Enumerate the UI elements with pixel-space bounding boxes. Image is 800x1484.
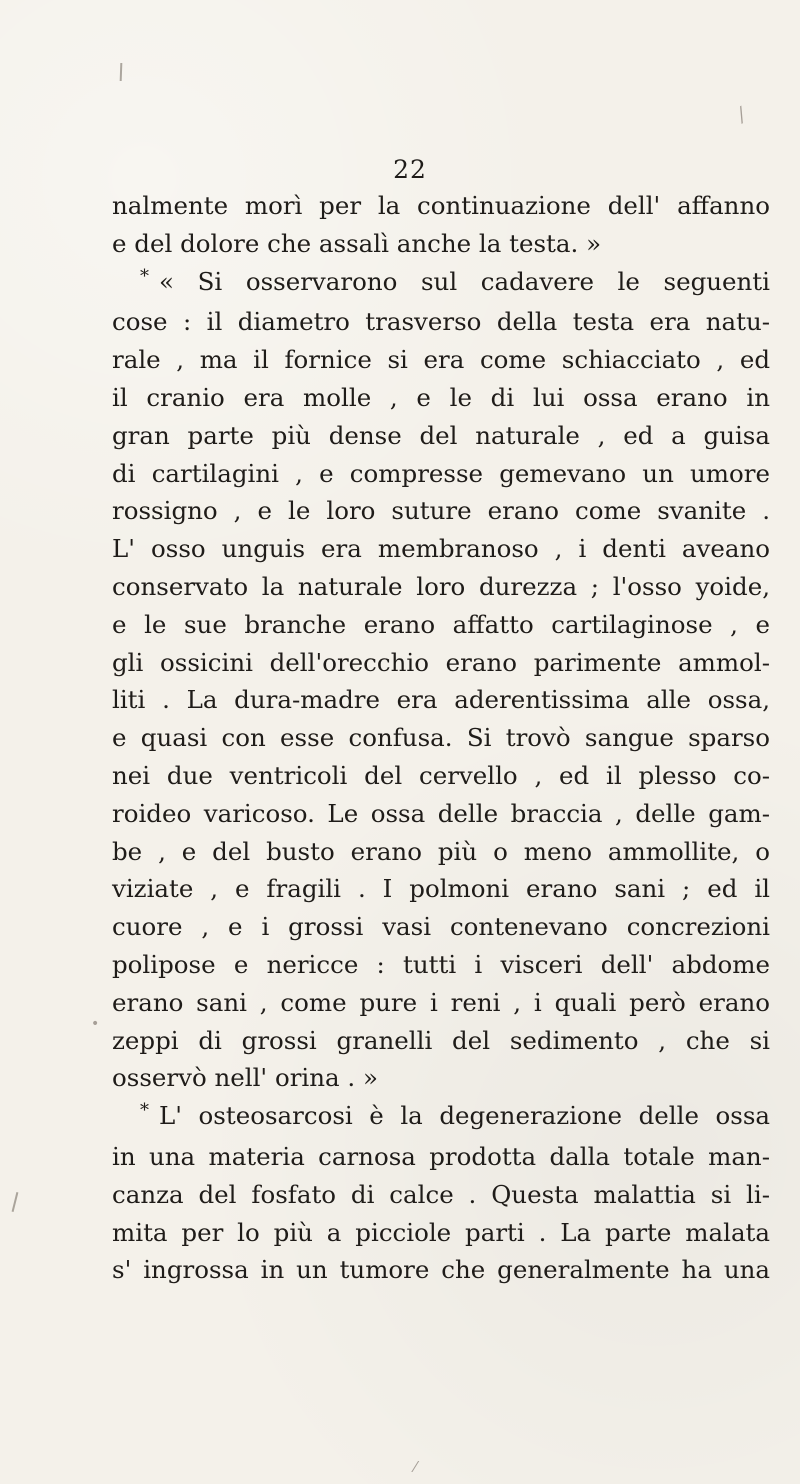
text-line-29: s' ingrossa in un tumore che generalmente ha una [112, 1255, 770, 1285]
page-text [112, 187, 770, 1289]
text-line-18: be , e del busto erano più o meno ammollite, o [112, 836, 770, 866]
text-line-11: conservato la naturale loro durezza ; l'osso yoide, [112, 571, 770, 601]
text-line-25-content: L' osteosarcosi è la degenerazione delle ossa [159, 1101, 770, 1131]
page-number: 22 [393, 155, 427, 184]
text-line-26: in una materia carnosa prodotta dalla totale man- [112, 1141, 770, 1171]
text-line-9: rossigno , e le loro suture erano come svanite . [112, 496, 770, 526]
text-line-24: osservò nell' orina . » [112, 1063, 378, 1093]
text-line-3 [112, 263, 770, 304]
text-line-16: nei due ventricoli del cervello , ed il plesso co- [112, 760, 770, 790]
right-margin-mark: ⁄ [733, 104, 751, 126]
text-line-4: cose : il diametro trasverso della testa era natu- [112, 307, 770, 337]
text-line-12: e le sue branche erano affatto cartilaginose , e [112, 609, 770, 639]
text-line-1: nalmente morì per la continuazione dell' affanno [112, 191, 770, 220]
text-line-5: rale , ma il fornice si era come schiacciato , ed [112, 345, 770, 375]
text-line-27: canza del fosfato di calce . Questa malattia si li- [112, 1179, 770, 1209]
footnote-marker-2: * [140, 1100, 149, 1122]
text-line-3-content: « Si osservarono sul cadavere le seguenti [159, 266, 770, 296]
bottom-margin-mark: ⁄ [414, 1458, 417, 1476]
text-line-8: di cartilagini , e compresse gemevano un umore [112, 458, 770, 488]
text-line-13: gli ossicini dell'orecchio erano parimente ammol- [112, 647, 770, 677]
text-line-6: il cranio era molle , e le di lui ossa erano in [112, 382, 770, 412]
text-line-15: e quasi con esse confusa. Si trovò sangue sparso [112, 723, 770, 753]
text-line-10: L' osso unguis era membranoso , i denti aveano [112, 534, 770, 564]
text-line-25 [112, 1097, 770, 1138]
text-line-23: zeppi di grossi granelli del sedimento , che si [112, 1025, 770, 1055]
text-line-28: mita per lo più a picciole parti . La parte malata [112, 1217, 770, 1247]
footnote-marker-1: * [140, 265, 149, 287]
text-line-2: e del dolore che assalì anche la testa. » [112, 228, 602, 258]
text-line-19: viziate , e fragili . I polmoni erano sani ; ed il [112, 874, 770, 904]
text-line-20: cuore , e i grossi vasi contenevano concrezioni [112, 912, 770, 942]
text-line-14: liti . La dura-madre era aderentissima alle ossa, [112, 685, 770, 715]
text-line-7: gran parte più dense del naturale , ed a guisa [112, 420, 770, 450]
bottom-left-margin-mark [12, 1192, 19, 1212]
text-line-17: roideo varicoso. Le ossa delle braccia , delle gam- [112, 798, 770, 828]
text-line-22: erano sani , come pure i reni , i quali però erano [112, 987, 770, 1017]
text-line-21: polipose e nericce : tutti i visceri dell' abdome [112, 949, 770, 979]
top-margin-mark [120, 63, 123, 81]
left-margin-mark: • [91, 1016, 100, 1032]
